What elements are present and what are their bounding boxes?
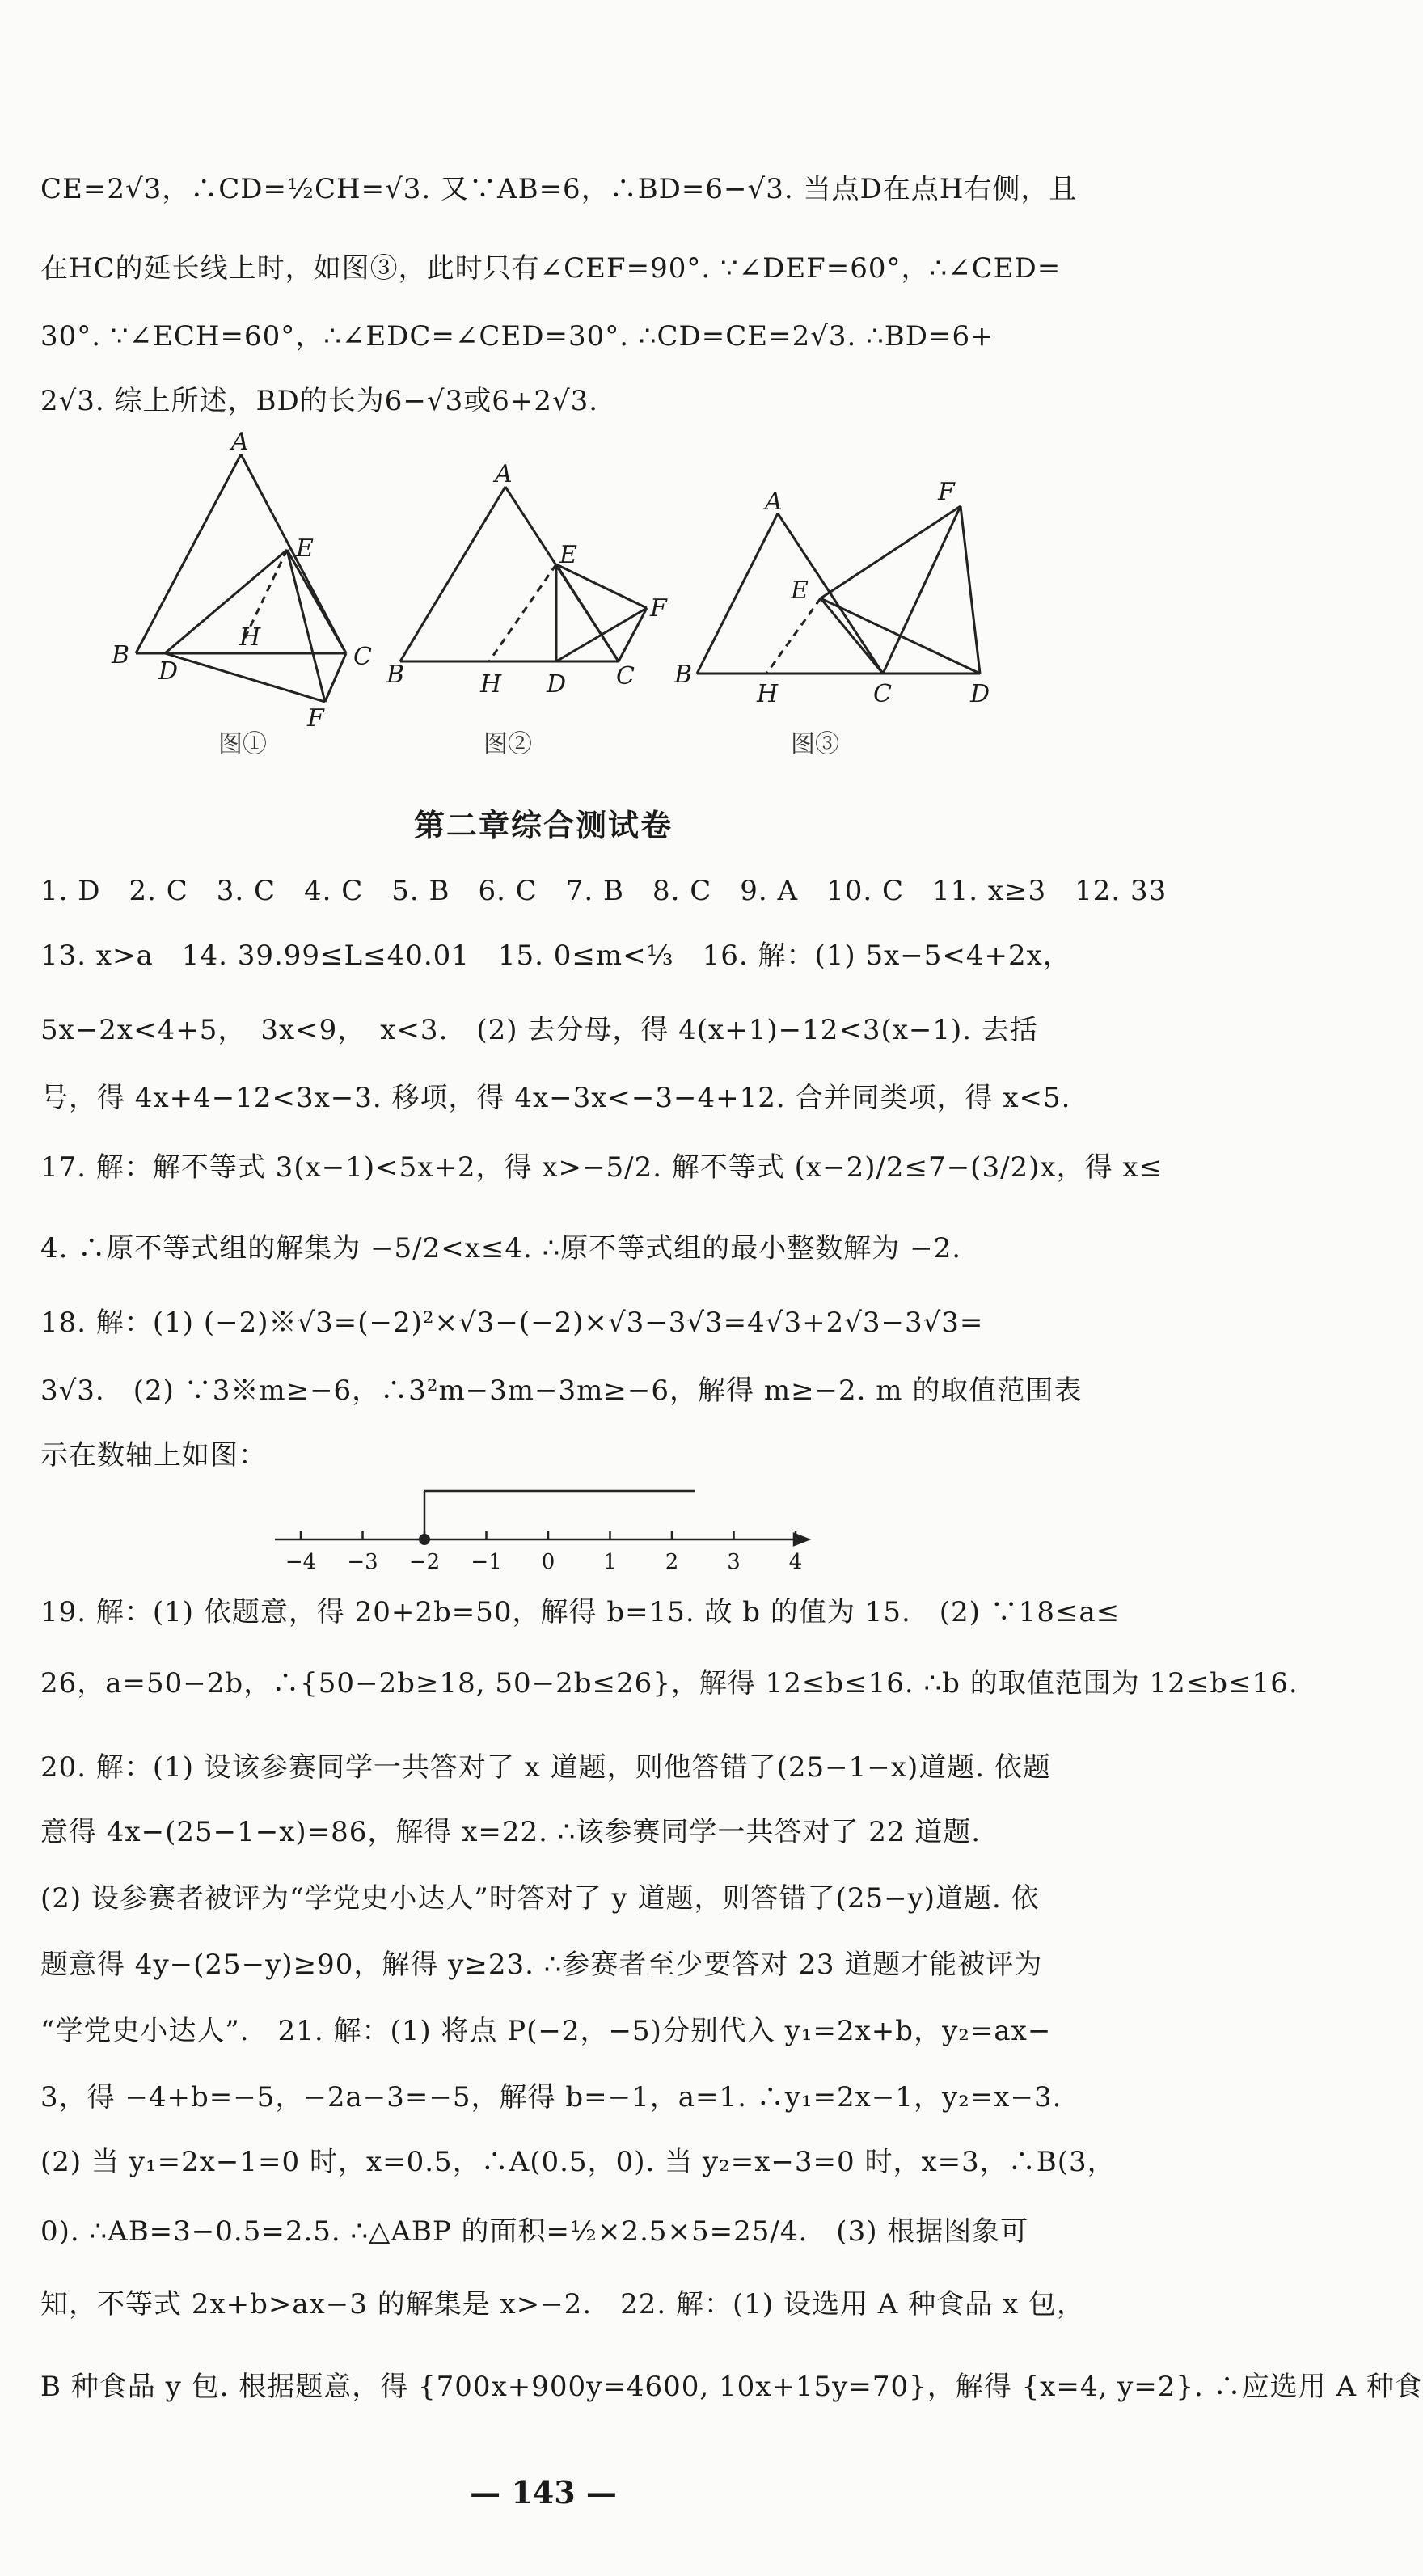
tick-label: −3 — [347, 1550, 378, 1574]
label-E: E — [559, 541, 577, 569]
label-A: A — [231, 428, 249, 456]
answer-line: 0). ∴AB=3−0.5=2.5. ∴△ABP 的面积=½×2.5×5=25/4. (3) 根据图象可 — [40, 2215, 1029, 2248]
answer-line: 13. x>a 14. 39.99≤L≤40.01 15. 0≤m<⅓ 16. 解：(1) 5x−5<4+2x， — [40, 940, 1071, 972]
label-E: E — [296, 534, 314, 563]
label-B: B — [674, 661, 693, 689]
answer-line: 19. 解：(1) 依题意，得 20+2b=50，解得 b=15. 故 b 的值为 15. (2) ∵18≤a≤ — [40, 1596, 1121, 1628]
label-D: D — [158, 657, 179, 686]
tick-label: 4 — [788, 1550, 803, 1574]
answer-line: B 种食品 y 包. 根据题意，得 {700x+900y=4600, 10x+15y=70}，解得 {x=4, y=2}. ∴应选用 A 种食 — [40, 2371, 1423, 2403]
label-C: C — [616, 662, 635, 690]
label-F: F — [650, 594, 667, 623]
tick-label: −4 — [285, 1550, 317, 1574]
answer-line: 20. 解：(1) 设该参赛同学一共答对了 x 道题，则他答错了(25−1−x)道题. 依题 — [40, 1751, 1051, 1784]
geometry-figures — [0, 429, 1087, 776]
text-line: 2√3. 综上所述，BD的长为6−√3或6+2√3. — [40, 385, 599, 417]
tick-label: 3 — [727, 1550, 741, 1574]
answer-line: 号，得 4x+4−12<3x−3. 移项，得 4x−3x<−3−4+12. 合并同类项，得 x<5. — [40, 1082, 1071, 1114]
page-number: — 143 — — [470, 2474, 617, 2511]
answer-line: (2) 当 y₁=2x−1=0 时，x=0.5，∴A(0.5，0). 当 y₂=x−3=0 时，x=3，∴B(3， — [40, 2146, 1116, 2178]
answer-line: “学党史小达人”. 21. 解：(1) 将点 P(−2，−5)分别代入 y₁=2x+b，y₂=ax− — [40, 2015, 1052, 2047]
answer-line: 题意得 4y−(25−y)≥90，解得 y≥23. ∴参赛者至少要答对 23 道题才能被评为 — [40, 1949, 1043, 1981]
figure-caption-3: 图③ — [791, 730, 839, 758]
answer-line: 26，a=50−2b，∴{50−2b≥18, 50−2b≤26}，解得 12≤b≤16. ∴b 的取值范围为 12≤b≤16. — [40, 1667, 1298, 1700]
text-line: CE=2√3，∴CD=½CH=√3. 又∵AB=6，∴BD=6−√3. 当点D在点H右侧，且 — [40, 173, 1078, 205]
answer-line: 4. ∴原不等式组的解集为 −5/2<x≤4. ∴原不等式组的最小整数解为 −2. — [40, 1232, 962, 1265]
figure-caption-2: 图② — [483, 730, 532, 758]
answer-line: 3，得 −4+b=−5，−2a−3=−5，解得 b=−1，a=1. ∴y₁=2x−1，y₂=x−3. — [40, 2081, 1062, 2114]
number-line — [243, 1480, 825, 1585]
figure-2 — [400, 487, 647, 661]
answer-line: 17. 解：解不等式 3(x−1)<5x+2，得 x>−5/2. 解不等式 (x−2)/2≤7−(3/2)x，得 x≤ — [40, 1151, 1163, 1184]
figure-caption-1: 图① — [218, 730, 267, 758]
figure-3 — [697, 506, 980, 674]
answer-line: 18. 解：(1) (−2)※√3=(−2)²×√3−(−2)×√3−3√3=4√3+2√3−3√3= — [40, 1307, 984, 1339]
answer-line: 知，不等式 2x+b>ax−3 的解集是 x>−2. 22. 解：(1) 设选用 A 种食品 x 包， — [40, 2288, 1085, 2321]
label-B: B — [112, 641, 130, 669]
answer-line: 示在数轴上如图： — [40, 1439, 267, 1472]
label-D: D — [547, 670, 567, 699]
answer-line: 1. D 2. C 3. C 4. C 5. B 6. C 7. B 8. C 9. A 10. C 11. x≥3 12. 33 — [40, 875, 1168, 907]
answer-line: 3√3. (2) ∵3※m≥−6，∴3²m−3m−3m≥−6，解得 m≥−2. m 的取值范围表 — [40, 1375, 1083, 1407]
answer-line: 意得 4x−(25−1−x)=86，解得 x=22. ∴该参赛同学一共答对了 22 道题. — [40, 1816, 982, 1848]
text-line: 在HC的延长线上时，如图③，此时只有∠CEF=90°. ∵∠DEF=60°，∴∠CED= — [40, 252, 1062, 285]
label-H: H — [757, 680, 779, 708]
tick-label: −2 — [408, 1550, 441, 1574]
label-D: D — [970, 680, 990, 708]
label-H: H — [239, 623, 261, 652]
label-A: A — [765, 488, 783, 516]
label-A: A — [495, 460, 513, 488]
label-C: C — [873, 680, 892, 708]
label-F: F — [938, 478, 955, 506]
label-F: F — [307, 704, 324, 733]
label-B: B — [386, 661, 405, 689]
tick-label: 1 — [603, 1550, 617, 1574]
section-title: 第二章综合测试卷 — [413, 808, 673, 843]
answer-line: 5x−2x<4+5， 3x<9， x<3. (2) 去分母，得 4(x+1)−12<3(x−1). 去括 — [40, 1014, 1038, 1046]
label-E: E — [791, 576, 809, 605]
tick-label: 2 — [665, 1550, 679, 1574]
answer-line: (2) 设参赛者被评为“学党史小达人”时答对了 y 道题，则答错了(25−y)道题. 依 — [40, 1882, 1040, 1915]
label-C: C — [353, 643, 372, 671]
label-H: H — [480, 670, 502, 699]
text-line: 30°. ∵∠ECH=60°，∴∠EDC=∠CED=30°. ∴CD=CE=2√3. ∴BD=6+ — [40, 320, 994, 353]
tick-label: −1 — [471, 1550, 502, 1574]
tick-label: 0 — [541, 1550, 555, 1574]
